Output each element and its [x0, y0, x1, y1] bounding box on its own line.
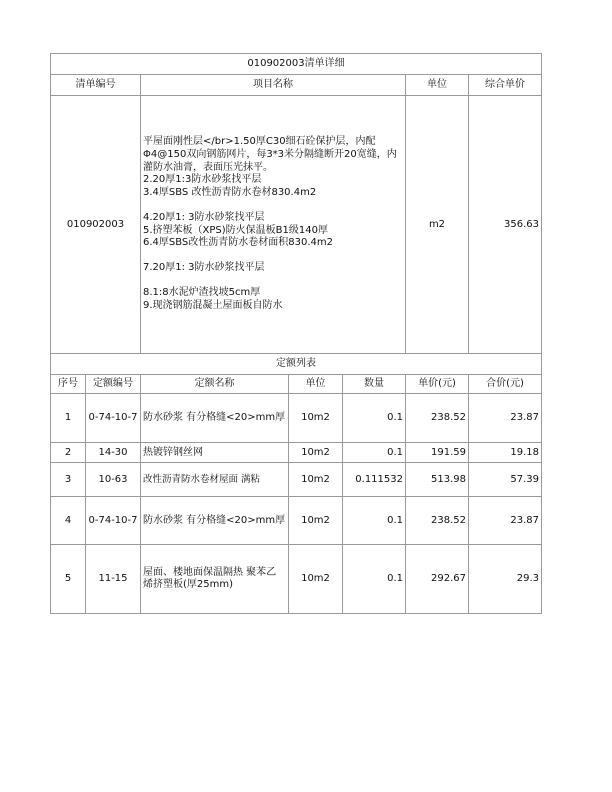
quota-code: 0-74-10-7 — [86, 497, 141, 545]
quota-name: 屋面、楼地面保温隔热 聚苯乙烯挤塑板(厚25mm) — [141, 545, 289, 614]
quota-unit-price: 191.59 — [406, 443, 469, 463]
quota-name: 热镀锌钢丝网 — [141, 443, 289, 463]
bill-code: 010902003 — [51, 96, 141, 354]
quota-row — [51, 497, 542, 545]
bill-name-header: 项目名称 — [141, 75, 406, 96]
quota-seq: 2 — [51, 443, 86, 463]
quota-unit: 10m2 — [289, 497, 343, 545]
quota-unit-price: 513.98 — [406, 463, 469, 497]
bill-unit-header: 单位 — [406, 75, 469, 96]
quota-code-header: 定额编号 — [86, 375, 141, 394]
quota-unit-price: 292.67 — [406, 545, 469, 614]
quota-unit-header: 单位 — [289, 375, 343, 394]
quota-unit: 10m2 — [289, 394, 343, 443]
quota-code: 10-63 — [86, 463, 141, 497]
quota-qty-header: 数量 — [343, 375, 406, 394]
quota-seq-header: 序号 — [51, 375, 86, 394]
quota-total: 23.87 — [469, 394, 542, 443]
quota-seq: 4 — [51, 497, 86, 545]
quota-row — [51, 545, 542, 614]
quota-seq: 1 — [51, 394, 86, 443]
quota-unit: 10m2 — [289, 545, 343, 614]
quota-name: 防水砂浆 有分格缝<20>mm厚 — [141, 497, 289, 545]
bill-header-row — [51, 75, 542, 96]
bill-code-header: 清单编号 — [51, 75, 141, 96]
quota-qty: 0.1 — [343, 394, 406, 443]
quota-unit-price: 238.52 — [406, 394, 469, 443]
quota-row — [51, 463, 542, 497]
quota-total: 29.3 — [469, 545, 542, 614]
quota-unit: 10m2 — [289, 463, 343, 497]
bill-detail-row — [51, 96, 542, 354]
quota-code: 0-74-10-7 — [86, 394, 141, 443]
quota-unit: 10m2 — [289, 443, 343, 463]
bill-title-row — [51, 54, 542, 75]
bill-detail-sheet — [50, 53, 541, 614]
quota-seq: 5 — [51, 545, 86, 614]
bill-detail-table — [50, 53, 542, 614]
quota-total: 23.87 — [469, 497, 542, 545]
bill-price: 356.63 — [469, 96, 542, 354]
quota-qty: 0.1 — [343, 497, 406, 545]
quota-total-header: 合价(元) — [469, 375, 542, 394]
quota-title: 定额列表 — [51, 354, 542, 375]
quota-qty: 0.1 — [343, 545, 406, 614]
quota-total: 57.39 — [469, 463, 542, 497]
quota-code: 11-15 — [86, 545, 141, 614]
quota-unit-price: 238.52 — [406, 497, 469, 545]
bill-description: 平屋面刚性层</br>1.50厚C30细石砼保护层，内配Φ4@150双向钢筋网片，每3*3米分隔缝断开20宽缝，内灌防水油膏，表面压光抹平。 2.20厚1:3防水砂浆找平层 3.4厚SBS 改性沥青防水卷材830.4m2 4.20厚1: 3防水砂浆找平层 5.挤塑苯板（XPS)防火保温板B1级140厚 6.4厚SBS改性沥青防水卷材面积830.4m2 7.20厚1: 3防水砂浆找平层 8.1:8水泥炉渣找坡5cm厚 9.现浇钢筋混凝土屋面板自防水 — [141, 96, 406, 354]
quota-name-header: 定额名称 — [141, 375, 289, 394]
quota-name: 改性沥青防水卷材屋面 满粘 — [141, 463, 289, 497]
quota-title-row — [51, 354, 542, 375]
bill-price-header: 综合单价 — [469, 75, 542, 96]
bill-unit: m2 — [406, 96, 469, 354]
quota-unit-price-header: 单价(元) — [406, 375, 469, 394]
quota-row — [51, 394, 542, 443]
quota-code: 14-30 — [86, 443, 141, 463]
quota-row — [51, 443, 542, 463]
quota-total: 19.18 — [469, 443, 542, 463]
quota-qty: 0.111532 — [343, 463, 406, 497]
quota-qty: 0.1 — [343, 443, 406, 463]
quota-header-row — [51, 375, 542, 394]
quota-name: 防水砂浆 有分格缝<20>mm厚 — [141, 394, 289, 443]
bill-title: 010902003清单详细 — [51, 54, 542, 75]
quota-seq: 3 — [51, 463, 86, 497]
